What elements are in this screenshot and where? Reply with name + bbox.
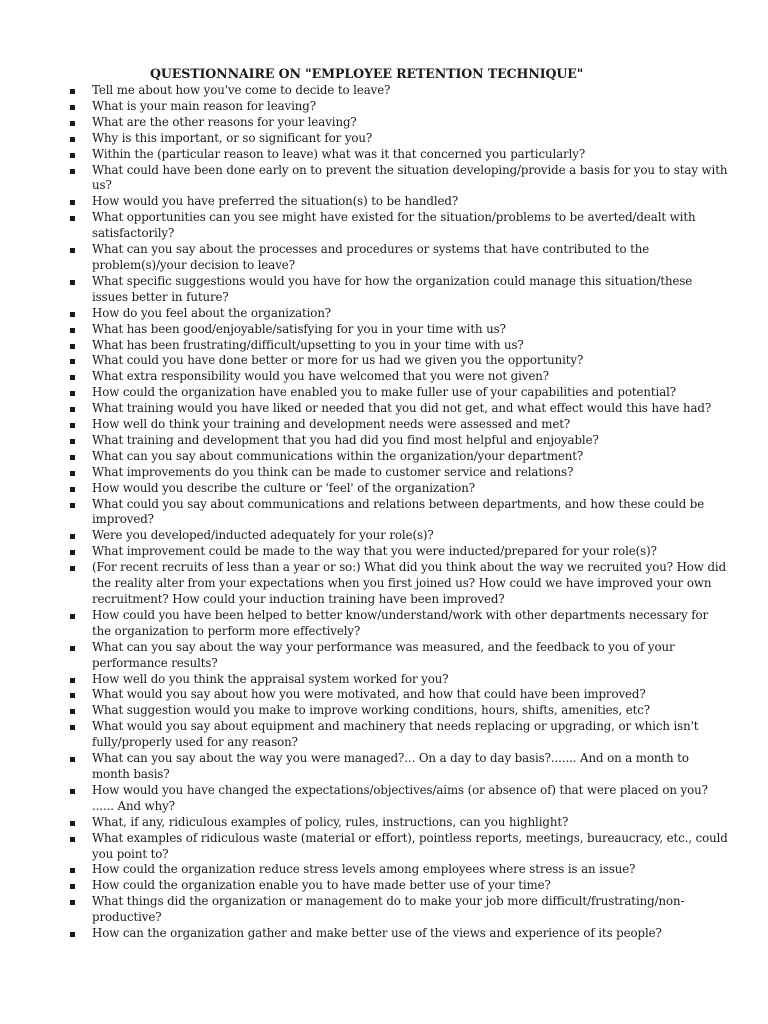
square-bullet-icon xyxy=(70,391,75,396)
question-text: What training would you have liked or needed that you did not get, and what effect would this have had? xyxy=(92,401,712,416)
question-text: What could you have done better or more for us had we given you the opportunity? xyxy=(92,353,584,368)
square-bullet-icon xyxy=(70,407,75,412)
question-text: What training and development that you had did you find most helpful and enjoyable? xyxy=(92,432,599,447)
square-bullet-icon xyxy=(70,248,75,253)
square-bullet-icon xyxy=(70,932,75,937)
question-item xyxy=(70,560,730,608)
question-text: What specific suggestions would you have for how the organization could manage this situation/these issues better in future? xyxy=(92,273,693,304)
square-bullet-icon xyxy=(70,503,75,508)
square-bullet-icon xyxy=(70,375,75,380)
square-bullet-icon xyxy=(70,757,75,762)
square-bullet-icon xyxy=(70,328,75,333)
question-item xyxy=(70,401,730,417)
question-item xyxy=(70,751,730,783)
question-item xyxy=(70,544,730,560)
square-bullet-icon xyxy=(70,105,75,110)
question-item xyxy=(70,417,730,433)
question-text: What has been good/enjoyable/satisfying for you in your time with us? xyxy=(92,321,506,336)
question-text: What can you say about the way your performance was measured, and the feedback to you of your performance results? xyxy=(92,639,675,670)
question-text: Tell me about how you've come to decide to leave? xyxy=(92,83,391,97)
question-item xyxy=(70,115,730,131)
question-item xyxy=(70,322,730,338)
square-bullet-icon xyxy=(70,709,75,714)
question-item xyxy=(70,815,730,831)
question-item xyxy=(70,862,730,878)
question-item xyxy=(70,608,730,640)
question-text: What improvement could be made to the way that you were inducted/prepared for your role(s)? xyxy=(92,544,657,559)
question-item xyxy=(70,465,730,481)
question-item xyxy=(70,672,730,688)
question-item xyxy=(70,783,730,815)
square-bullet-icon xyxy=(70,678,75,683)
square-bullet-icon xyxy=(70,837,75,842)
question-item xyxy=(70,242,730,274)
question-item xyxy=(70,449,730,465)
question-item xyxy=(70,719,730,751)
question-text: What are the other reasons for your leaving? xyxy=(92,114,357,129)
question-item xyxy=(70,878,730,894)
question-item xyxy=(70,353,730,369)
question-text: How would you have preferred the situation(s) to be handled? xyxy=(92,194,459,209)
question-text: What would you say about equipment and machinery that needs replacing or upgrading, or which isn't fully/properly used for any reason? xyxy=(92,719,699,750)
square-bullet-icon xyxy=(70,200,75,205)
question-text: Within the (particular reason to leave) what was it that concerned you particularly? xyxy=(92,146,586,161)
square-bullet-icon xyxy=(70,614,75,619)
question-text: What would you say about how you were motivated, and how that could have been improved? xyxy=(92,687,646,702)
question-text: What can you say about communications within the organization/your department? xyxy=(92,448,584,463)
square-bullet-icon xyxy=(70,455,75,460)
question-item xyxy=(70,497,730,529)
question-text: What has been frustrating/difficult/upsetting to you in your time with us? xyxy=(92,337,524,352)
square-bullet-icon xyxy=(70,550,75,555)
square-bullet-icon xyxy=(70,439,75,444)
question-item xyxy=(70,369,730,385)
square-bullet-icon xyxy=(70,280,75,285)
question-item xyxy=(70,926,730,942)
square-bullet-icon xyxy=(70,423,75,428)
square-bullet-icon xyxy=(70,487,75,492)
question-item xyxy=(70,640,730,672)
square-bullet-icon xyxy=(70,121,75,126)
question-item xyxy=(70,894,730,926)
square-bullet-icon xyxy=(70,216,75,221)
square-bullet-icon xyxy=(70,312,75,317)
square-bullet-icon xyxy=(70,789,75,794)
question-item xyxy=(70,528,730,544)
question-text: How could the organization enable you to have made better use of your time? xyxy=(92,878,551,893)
question-item xyxy=(70,481,730,497)
question-item xyxy=(70,210,730,242)
question-item xyxy=(70,831,730,863)
question-text: What improvements do you think can be made to customer service and relations? xyxy=(92,464,574,479)
square-bullet-icon xyxy=(70,821,75,826)
question-text: How do you feel about the organization? xyxy=(92,305,332,320)
question-text: Were you developed/inducted adequately for your role(s)? xyxy=(92,528,434,543)
question-list xyxy=(70,83,730,942)
question-item xyxy=(70,194,730,210)
question-text: How well do you think the appraisal system worked for you? xyxy=(92,671,449,686)
question-item xyxy=(70,306,730,322)
question-item xyxy=(70,687,730,703)
question-text: What examples of ridiculous waste (material or effort), pointless reports, meetings, bureaucracy, etc., could you point to? xyxy=(92,830,728,861)
question-text: How well do think your training and development needs were assessed and met? xyxy=(92,417,571,432)
square-bullet-icon xyxy=(70,566,75,571)
square-bullet-icon xyxy=(70,868,75,873)
question-item xyxy=(70,163,730,195)
question-text: How would you describe the culture or 'feel' of the organization? xyxy=(92,480,475,495)
question-item xyxy=(70,703,730,719)
question-text: What opportunities can you see might have existed for the situation/problems to be averted/dealt with satisfactorily? xyxy=(92,210,696,241)
question-item xyxy=(70,131,730,147)
square-bullet-icon xyxy=(70,359,75,364)
square-bullet-icon xyxy=(70,534,75,539)
square-bullet-icon xyxy=(70,344,75,349)
square-bullet-icon xyxy=(70,725,75,730)
square-bullet-icon xyxy=(70,646,75,651)
question-text: What is your main reason for leaving? xyxy=(92,98,316,113)
question-text: What suggestion would you make to improve working conditions, hours, shifts, amenities, etc? xyxy=(92,703,651,718)
question-text: How could the organization reduce stress levels among employees where stress is an issue? xyxy=(92,862,636,877)
question-text: What extra responsibility would you have welcomed that you were not given? xyxy=(92,369,549,384)
square-bullet-icon xyxy=(70,884,75,889)
question-text: What could you say about communications and relations between departments, and how these could be improved? xyxy=(92,496,705,527)
question-item xyxy=(70,385,730,401)
question-text: What things did the organization or management do to make your job more difficult/frustrating/non-productive? xyxy=(92,894,685,925)
square-bullet-icon xyxy=(70,137,75,142)
square-bullet-icon xyxy=(70,900,75,905)
question-text: How could the organization have enabled you to make fuller use of your capabilities and potential? xyxy=(92,385,677,400)
document-title: QUESTIONNAIRE ON "EMPLOYEE RETENTION TECHNIQUE" xyxy=(150,66,584,81)
question-text: What could have been done early on to prevent the situation developing/provide a basis for you to stay with us? xyxy=(92,162,728,193)
question-text: What, if any, ridiculous examples of policy, rules, instructions, can you highlight? xyxy=(92,814,569,829)
question-item xyxy=(70,338,730,354)
question-item xyxy=(70,83,730,99)
question-item xyxy=(70,147,730,163)
question-text: How could you have been helped to better know/understand/work with other departments necessary for the organization to perform more effectively? xyxy=(92,607,709,638)
question-text: How would you have changed the expectations/objectives/aims (or absence of) that were placed on you? ...... And why? xyxy=(92,782,708,813)
question-text: How can the organization gather and make better use of the views and experience of its people? xyxy=(92,926,662,941)
question-text: (For recent recruits of less than a year or so:) What did you think about the way we recruited you? How did the reality alter from your expectations when you first joined us? How could we have improved your own recruitment? How could your induction training have been improved? xyxy=(92,560,727,606)
square-bullet-icon xyxy=(70,169,75,174)
question-text: What can you say about the way you were managed?... On a day to day basis?....... And on a month to month basis? xyxy=(92,751,689,781)
square-bullet-icon xyxy=(70,471,75,476)
question-item xyxy=(70,99,730,115)
question-text: What can you say about the processes and procedures or systems that have contributed to the problem(s)/your decision to leave? xyxy=(92,242,650,272)
square-bullet-icon xyxy=(70,89,75,94)
square-bullet-icon xyxy=(70,693,75,698)
question-text: Why is this important, or so significant for you? xyxy=(92,130,373,145)
question-item xyxy=(70,433,730,449)
square-bullet-icon xyxy=(70,153,75,158)
question-item xyxy=(70,274,730,306)
